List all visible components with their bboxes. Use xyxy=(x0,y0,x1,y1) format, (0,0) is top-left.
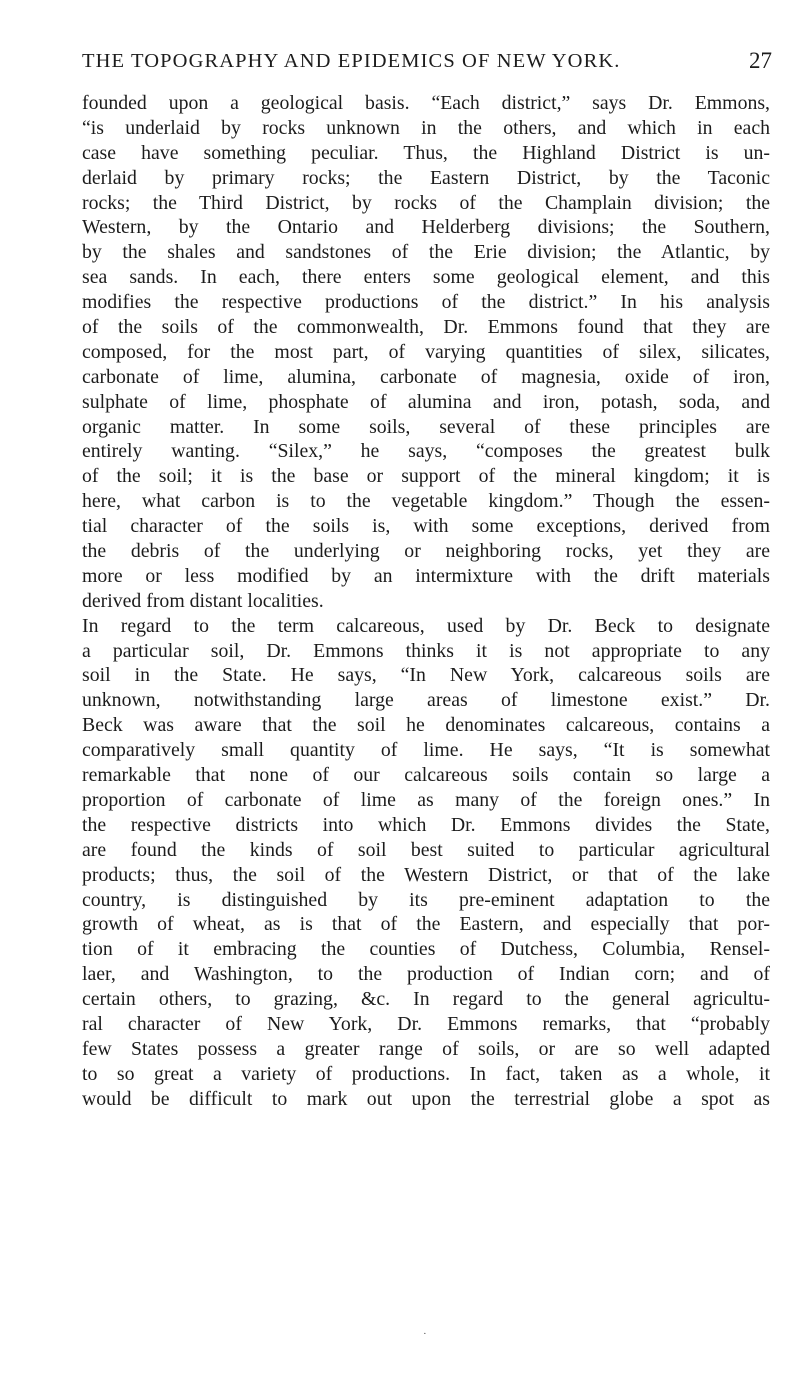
text-line: modifies the respective productions of the district.” In his analysis xyxy=(82,291,770,314)
text-line: remarkable that none of our calcareous soils contain so large a xyxy=(82,764,770,787)
text-line: comparatively small quantity of lime. He says, “It is somewhat xyxy=(82,739,770,762)
text-line: entirely wanting. “Silex,” he says, “composes the greatest bulk xyxy=(82,440,770,463)
running-head xyxy=(82,50,772,80)
text-line: composed, for the most part, of varying quantities of silex, silicates, xyxy=(82,340,770,363)
text-line: Beck was aware that the soil he denominates calcareous, contains a xyxy=(82,714,770,737)
text-line: the debris of the underlying or neighboring rocks, yet they are xyxy=(82,540,770,563)
paragraph-end-line: derived from distant localities. xyxy=(82,589,324,612)
text-line: rocks; the Third District, by rocks of the Champlain division; the xyxy=(82,191,770,214)
text-line: case have something peculiar. Thus, the Highland District is un- xyxy=(82,141,770,164)
page-number: 27 xyxy=(749,48,772,73)
text-line: tial character of the soils is, with some exceptions, derived from xyxy=(82,515,770,538)
text-line: derlaid by primary rocks; the Eastern District, by the Taconic xyxy=(82,166,770,189)
text-line: growth of wheat, as is that of the Eastern, and especially that por- xyxy=(82,913,770,936)
text-line: Western, by the Ontario and Helderberg divisions; the Southern, xyxy=(82,216,770,239)
text-line: laer, and Washington, to the production of Indian corn; and of xyxy=(82,963,770,986)
text-line: products; thus, the soil of the Western District, or that of the lake xyxy=(82,863,770,886)
running-title: THE TOPOGRAPHY AND EPIDEMICS OF NEW YORK. xyxy=(82,50,621,72)
text-line: few States possess a greater range of soils, or are so well adapted xyxy=(82,1037,770,1060)
text-line: ral character of New York, Dr. Emmons remarks, that “probably xyxy=(82,1012,770,1035)
text-line: certain others, to grazing, &c. In regard to the general agricultu- xyxy=(82,988,770,1011)
text-line: founded upon a geological basis. “Each district,” says Dr. Emmons, xyxy=(82,92,770,114)
text-line: unknown, notwithstanding large areas of limestone exist.” Dr. xyxy=(82,689,770,712)
body-text xyxy=(82,91,770,1112)
text-line: by the shales and sandstones of the Erie division; the Atlantic, by xyxy=(82,241,770,264)
text-line: proportion of carbonate of lime as many of the foreign ones.” In xyxy=(82,788,770,811)
text-line: organic matter. In some soils, several of these principles are xyxy=(82,415,770,438)
text-line: tion of it embracing the counties of Dutchess, Columbia, Rensel- xyxy=(82,938,770,961)
text-line: to so great a variety of productions. In fact, taken as a whole, it xyxy=(82,1062,770,1085)
text-line: of the soil; it is the base or support of the mineral kingdom; it is xyxy=(82,465,770,488)
text-line: are found the kinds of soil best suited to particular agricultural xyxy=(82,838,770,861)
text-line: country, is distinguished by its pre-eminent adaptation to the xyxy=(82,888,770,911)
text-line: soil in the State. He says, “In New York, calcareous soils are xyxy=(82,664,770,687)
text-line: here, what carbon is to the vegetable kingdom.” Though the essen- xyxy=(82,490,770,513)
text-line: “is underlaid by rocks unknown in the others, and which in each xyxy=(82,116,770,139)
text-line: of the soils of the commonwealth, Dr. Emmons found that they are xyxy=(82,316,770,339)
text-line: carbonate of lime, alumina, carbonate of magnesia, oxide of iron, xyxy=(82,365,770,388)
print-speck: · xyxy=(423,1328,427,1340)
text-line: the respective districts into which Dr. Emmons divides the State, xyxy=(82,813,770,836)
text-line: a particular soil, Dr. Emmons thinks it is not appropriate to any xyxy=(82,639,770,662)
text-line: would be difficult to mark out upon the terrestrial globe a spot as xyxy=(82,1087,770,1110)
text-line: sulphate of lime, phosphate of alumina and iron, potash, soda, and xyxy=(82,390,770,413)
paragraph-start-line: In regard to the term calcareous, used by Dr. Beck to designate xyxy=(82,614,770,637)
text-line: more or less modified by an intermixture with the drift materials xyxy=(82,564,770,587)
text-line: sea sands. In each, there enters some geological element, and this xyxy=(82,266,770,289)
